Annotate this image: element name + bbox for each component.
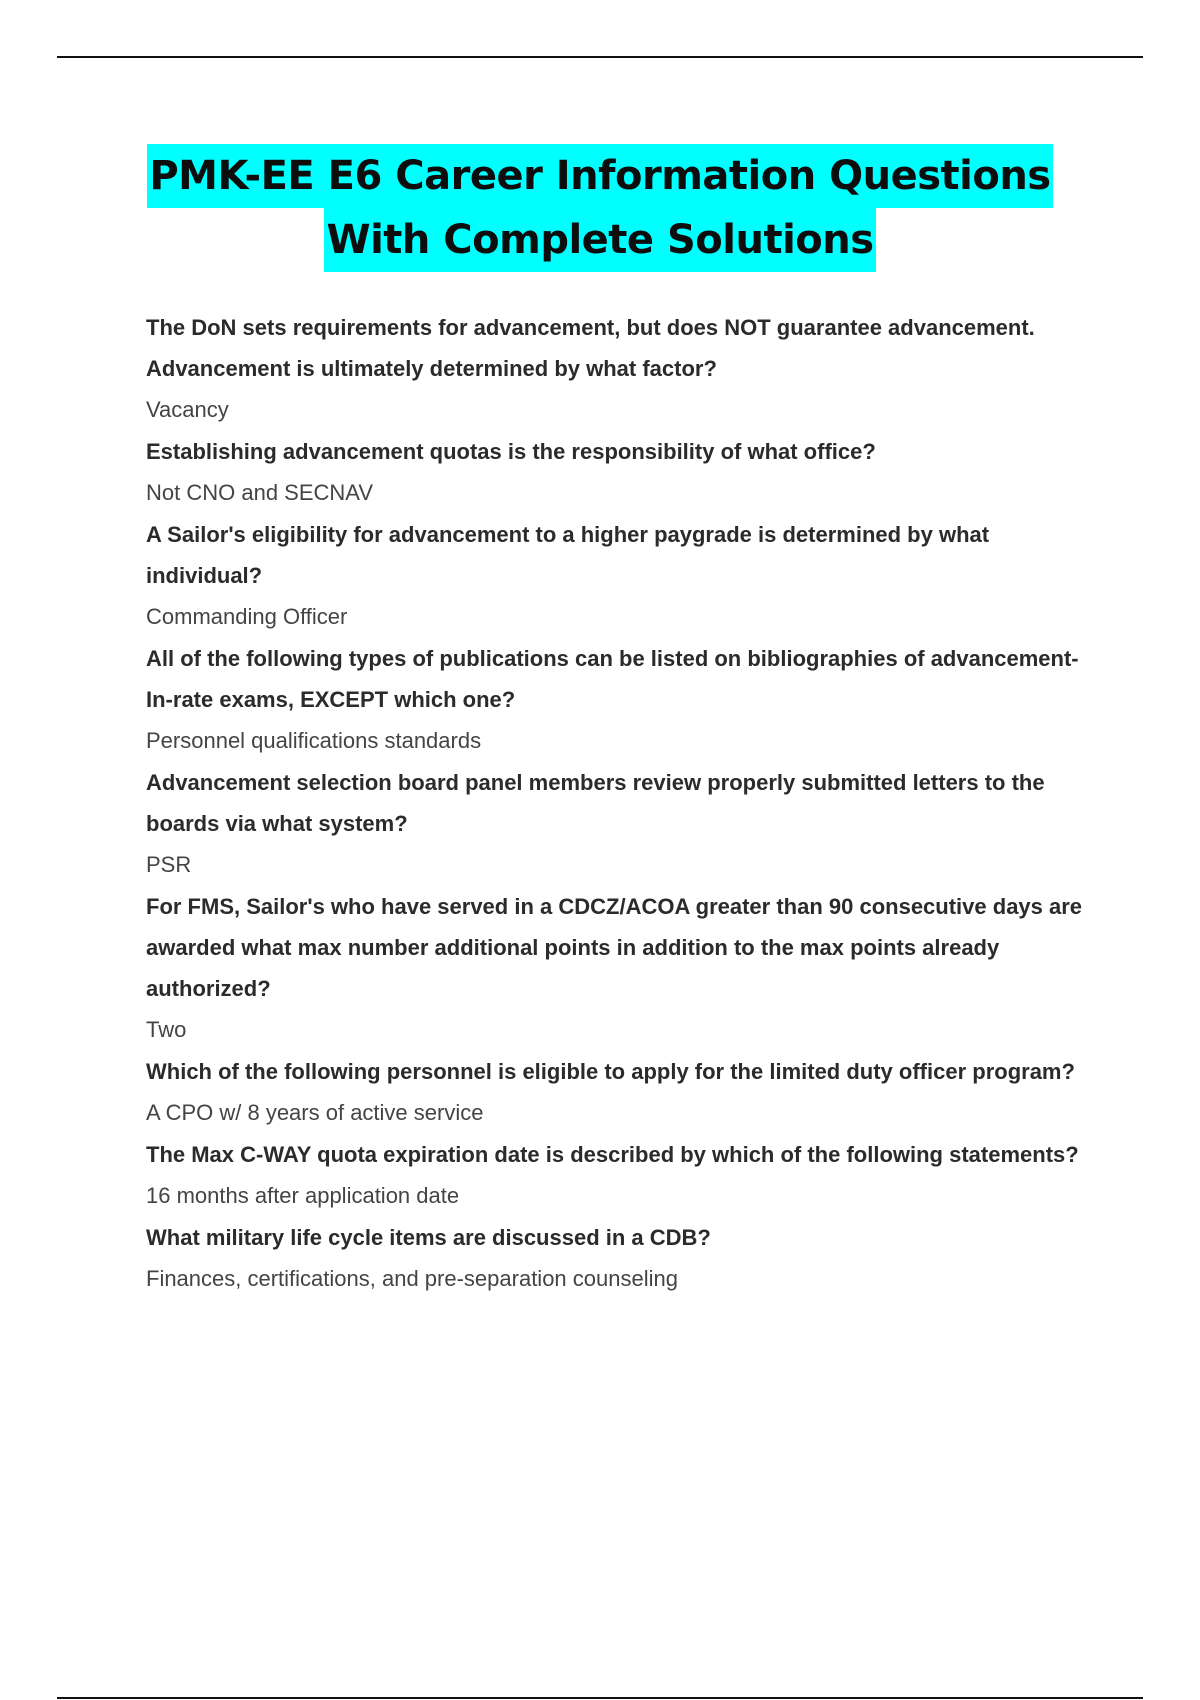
qa-item-3 [146, 514, 1086, 638]
qa-item-1 [146, 307, 1086, 431]
answer-text: Vacancy [146, 397, 229, 422]
qa-item-8 [146, 1134, 1086, 1217]
qa-item-4 [146, 638, 1086, 762]
answer-text: Finances, certifications, and pre-separation counseling [146, 1266, 678, 1291]
question-text: A Sailor's eligibility for advancement to a higher paygrade is determined by what individual? [146, 522, 990, 588]
qa-item-6 [146, 886, 1086, 1051]
question-text: What military life cycle items are discussed in a CDB? [146, 1225, 711, 1250]
answer-text: Not CNO and SECNAV [146, 480, 374, 505]
question-text: Advancement selection board panel members review properly submitted letters to the boards via what system? [146, 770, 1045, 836]
answer-text: PSR [146, 852, 192, 877]
question-text: Establishing advancement quotas is the responsibility of what office? [146, 439, 876, 464]
document-title [0, 144, 1200, 272]
answer-text: A CPO w/ 8 years of active service [146, 1100, 484, 1125]
top-divider [57, 56, 1143, 58]
qa-item-2 [146, 431, 1086, 514]
qa-item-7 [146, 1051, 1086, 1134]
question-text: The Max C-WAY quota expiration date is described by which of the following statements? [146, 1142, 1079, 1167]
qa-list [146, 307, 1086, 1300]
answer-text: Two [146, 1017, 187, 1042]
answer-text: Commanding Officer [146, 604, 348, 629]
answer-text: Personnel qualifications standards [146, 728, 482, 753]
question-text: Which of the following personnel is eligible to apply for the limited duty officer program? [146, 1059, 1075, 1084]
title-line-1: PMK-EE E6 Career Information Questions [147, 144, 1052, 208]
question-text: For FMS, Sailor's who have served in a CDCZ/ACOA greater than 90 consecutive days are awarded what max number additional points in addition to the max points already authorized? [146, 894, 1083, 1001]
question-text: The DoN sets requirements for advancement, but does NOT guarantee advancement. Advancement is ultimately determined by what factor? [146, 315, 1035, 381]
bottom-divider [57, 1697, 1143, 1699]
question-text: All of the following types of publications can be listed on bibliographies of advancement-In-rate exams, EXCEPT which one? [146, 646, 1079, 712]
qa-item-5 [146, 762, 1086, 886]
qa-item-9 [146, 1217, 1086, 1300]
title-line-2: With Complete Solutions [324, 208, 875, 272]
answer-text: 16 months after application date [146, 1183, 460, 1208]
